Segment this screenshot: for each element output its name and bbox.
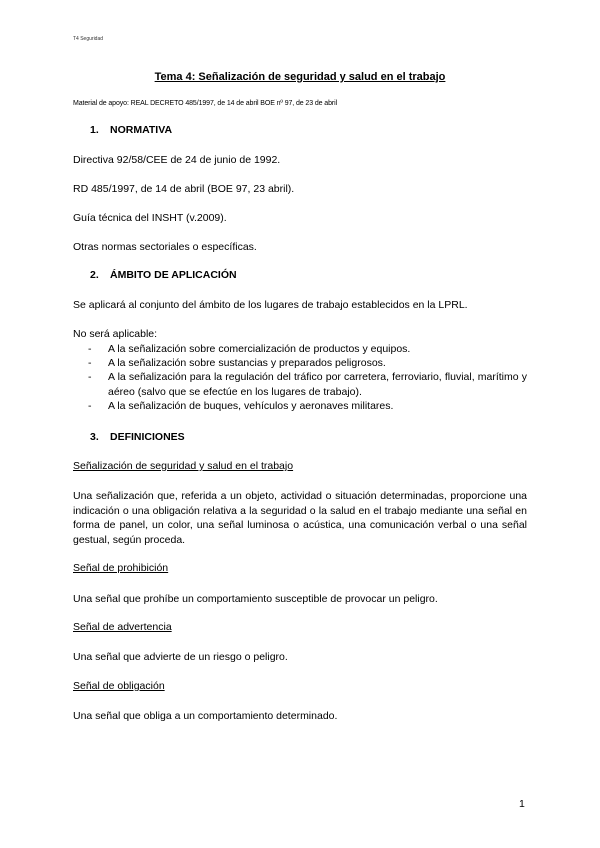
definition-term: Señal de obligación (73, 680, 165, 692)
list-item (88, 370, 527, 398)
list-item-text: A la señalización de buques, vehículos y aeronaves militares. (108, 399, 394, 412)
paragraph: Se aplicará al conjunto del ámbito de los lugares de trabajo establecidos en la LPRL. (73, 299, 468, 311)
definition-text: Una señal que prohíbe un comportamiento susceptible de provocar un peligro. (73, 593, 438, 605)
section-heading-definiciones (90, 431, 185, 443)
bullet-dash: - (88, 399, 92, 412)
running-header: T4 Seguridad (73, 36, 104, 42)
definition-text: Una señal que advierte de un riesgo o peligro. (73, 651, 288, 663)
list-item-text: A la señalización para la regulación del tráfico por carretera, ferroviario, fluvial, marítimo y aéreo (salvo que se efectúe en los lugares de trabajo). (108, 371, 527, 398)
list-item-text: A la señalización sobre sustancias y preparados peligrosos. (108, 357, 386, 370)
paragraph: Directiva 92/58/CEE de 24 de junio de 1992. (73, 154, 281, 166)
section-title: NORMATIVA (110, 124, 173, 136)
paragraph: Otras normas sectoriales o específicas. (73, 241, 257, 253)
section-heading-ambito (90, 269, 237, 281)
list-item (88, 399, 527, 413)
definition-text: Una señal que obliga a un comportamiento determinado. (73, 710, 338, 722)
section-number: 3. (90, 431, 99, 443)
exclusion-list (88, 342, 527, 413)
section-number: 2. (90, 269, 99, 281)
bullet-dash: - (88, 343, 92, 355)
definition-term: Señal de advertencia (73, 621, 172, 633)
paragraph: Guía técnica del INSHT (v.2009). (73, 212, 227, 224)
definition-text: Una señalización que, referida a un objeto, actividad o situación determinadas, proporcione una indicación o una obligación relativa a la seguridad o la salud en el trabajo mediante una señal en forma de panel, un color, una señal luminosa o acústica, una comunicación verbal o una señal gestual, según proceda. (73, 490, 527, 547)
section-heading-normativa (90, 124, 172, 136)
definition-term: Señal de prohibición (73, 562, 169, 574)
document-title: Tema 4: Señalización de seguridad y salud en el trabajo (154, 71, 446, 83)
list-item-text: A la señalización sobre comercialización de productos y equipos. (108, 343, 411, 355)
page-number: 1 (519, 798, 525, 810)
list-item (88, 356, 527, 370)
section-number: 1. (90, 124, 99, 136)
section-title: DEFINICIONES (110, 431, 185, 443)
list-item (88, 342, 527, 356)
support-material-line: Material de apoyo: REAL DECRETO 485/1997, de 14 de abril BOE nº 97, de 23 de abril (73, 100, 338, 107)
definition-term: Señalización de seguridad y salud en el trabajo (73, 460, 294, 472)
paragraph: No será aplicable: (73, 328, 158, 340)
bullet-dash: - (88, 357, 92, 370)
paragraph: RD 485/1997, de 14 de abril (BOE 97, 23 abril). (73, 183, 295, 195)
section-title: ÁMBITO DE APLICACIÓN (110, 269, 237, 281)
bullet-dash: - (88, 371, 92, 384)
